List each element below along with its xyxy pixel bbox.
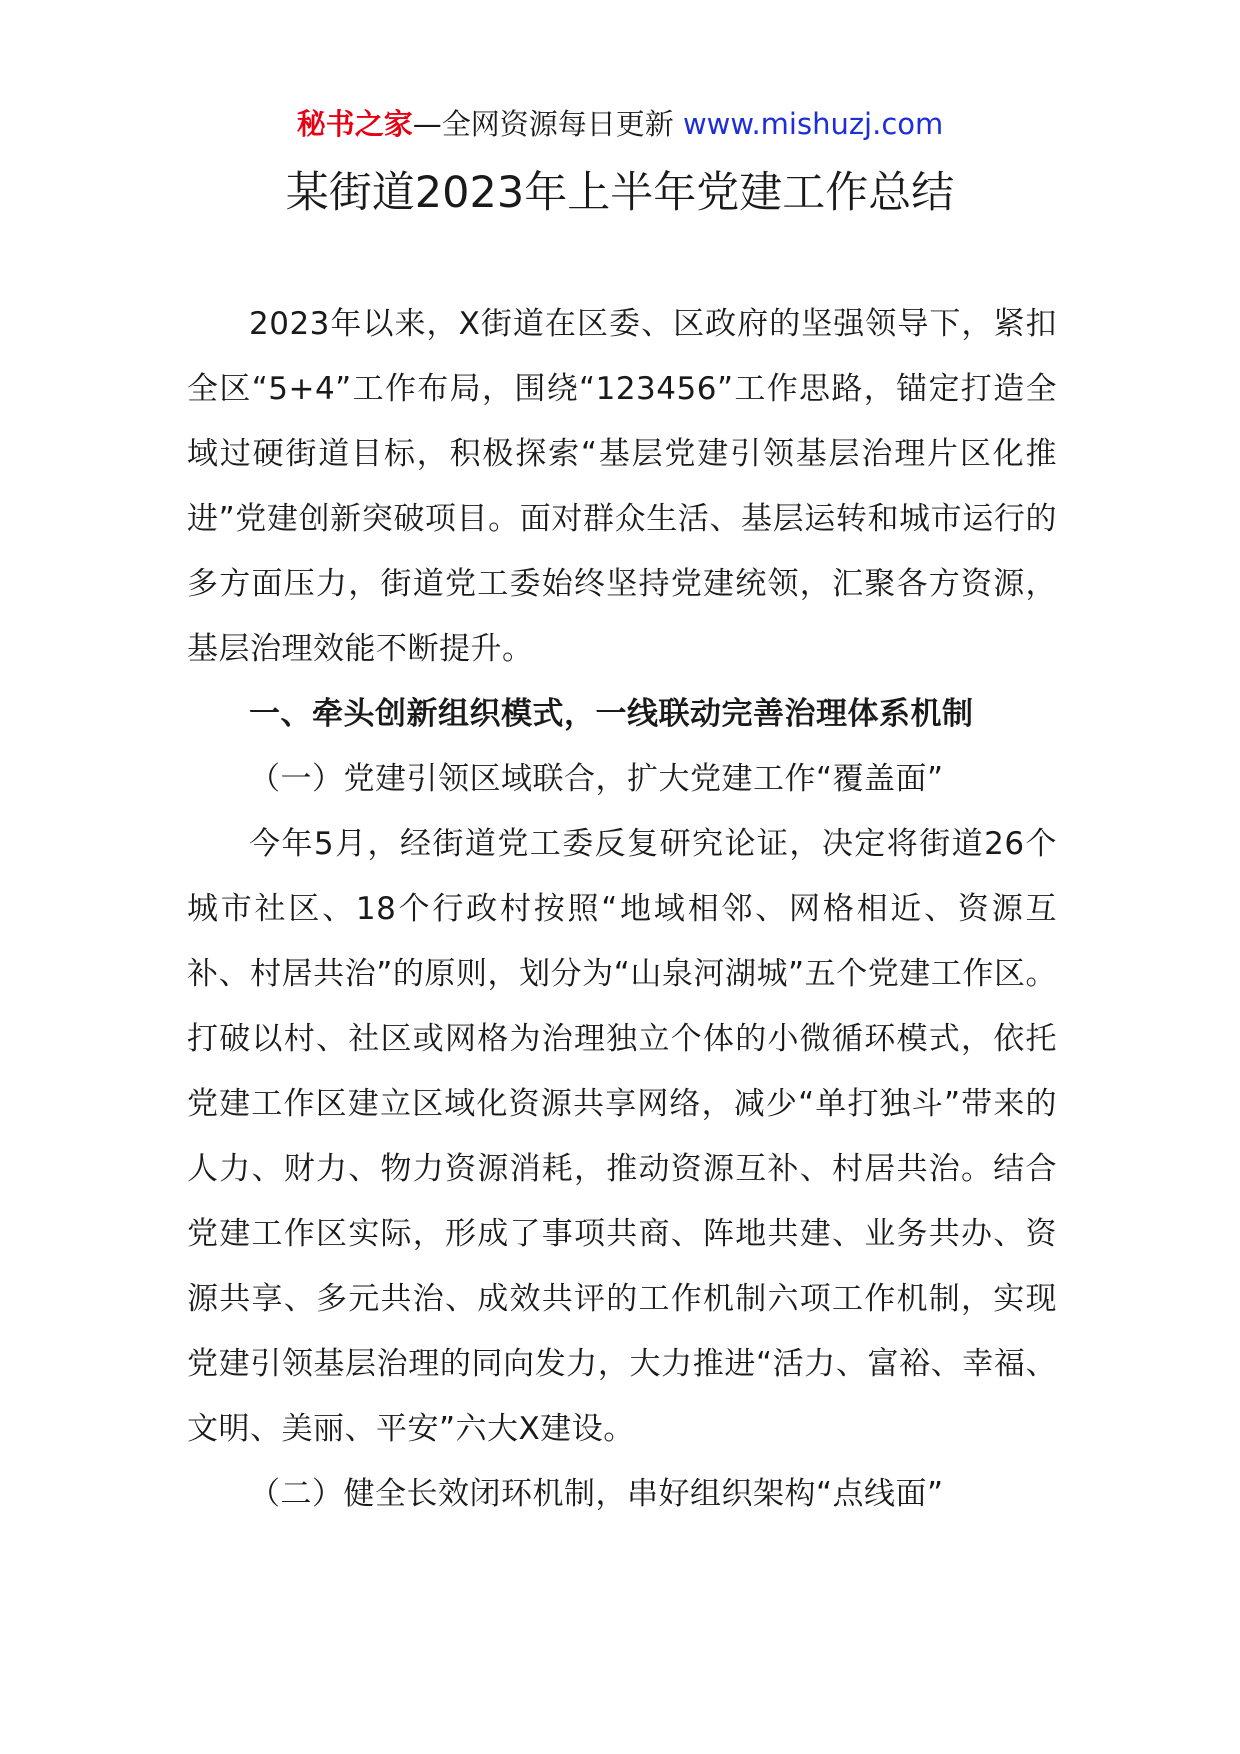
section-heading-1: 一、牵头创新组织模式，一线联动完善治理体系机制	[249, 696, 974, 732]
site-brand: 秘书之家	[296, 107, 413, 141]
document-body	[187, 292, 1057, 1527]
site-url-link[interactable]: www.mishuzj.com	[682, 107, 944, 141]
subsection-heading-1: （一）党建引领区域联合，扩大党建工作“覆盖面”	[249, 761, 944, 797]
site-header	[0, 104, 1240, 144]
intro-paragraph: 2023年以来，X街道在区委、区政府的坚强领导下，紧扣全区“5+4”工作布局，围绕“123456”工作思路，锚定打造全域过硬街道目标，积极探索“基层党建引领基层治理片区化推进”党建创新突破项目。面对群众生活、基层运转和城市运行的多方面压力，街道党工委始终坚持党建统领，汇聚各方资源，基层治理效能不断提升。	[187, 306, 1057, 667]
body-paragraph: 今年5月，经街道党工委反复研究论证，决定将街道26个城市社区、18个行政村按照“地域相邻、网格相近、资源互补、村居共治”的原则，划分为“山泉河湖城”五个党建工作区。打破以村、社区或网格为治理独立个体的小微循环模式，依托党建工作区建立区域化资源共享网络，减少“单打独斗”带来的人力、财力、物力资源消耗，推动资源互补、村居共治。结合党建工作区实际，形成了事项共商、阵地共建、业务共办、资源共享、多元共治、成效共评的工作机制六项工作机制，实现党建引领基层治理的同向发力，大力推进“活力、富裕、幸福、文明、美丽、平安”六大X建设。	[187, 826, 1057, 1447]
site-tagline: —全网资源每日更新	[412, 107, 683, 141]
document-title: 某街道2023年上半年党建工作总结	[285, 168, 955, 218]
subsection-heading-2: （二）健全长效闭环机制，串好组织架构“点线面”	[249, 1476, 944, 1512]
